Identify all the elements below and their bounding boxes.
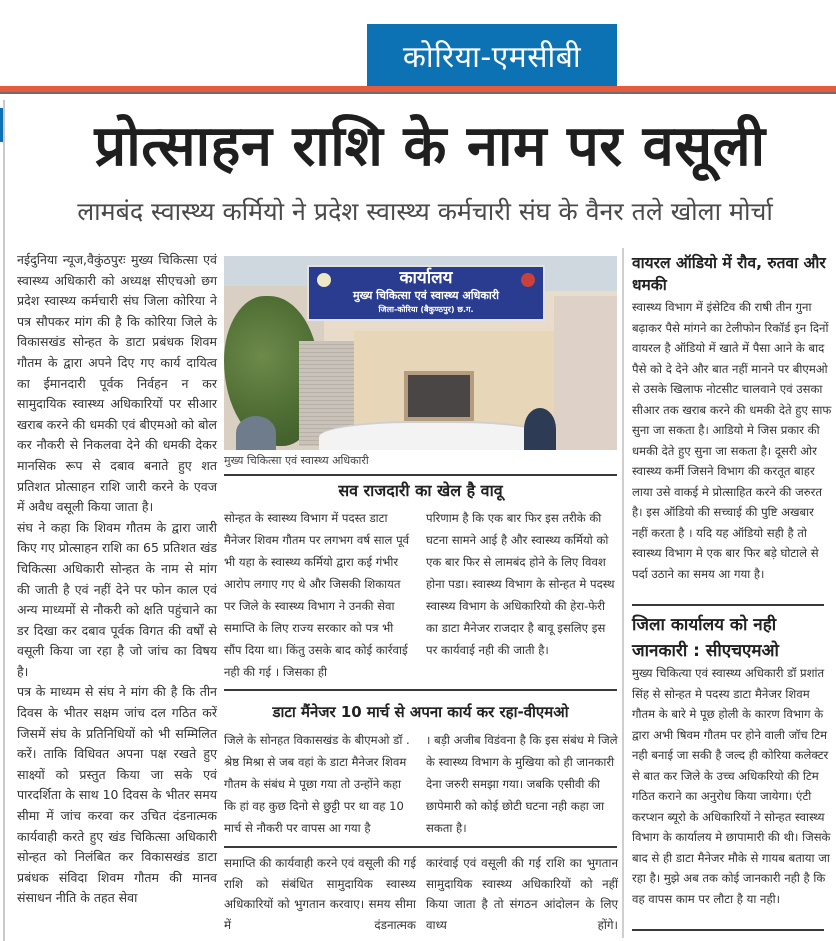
photo-person (236, 416, 276, 450)
article-continuation: समाप्ति की कार्यवाही करने एवं वसूली की गई राशि को संबंधित सामुदायिक स्वास्थ्य अधिकारियों को भुगतान करवाए। समय सीमा में दंडनात्मक (224, 856, 416, 932)
story-title: वायरल ऑडियो में रौव, रुतवा और धमकी (632, 254, 826, 294)
left-column-rule (3, 100, 5, 941)
story-text: मुख्य चिकित्या एवं स्वास्थ्य अधिकारी डॉ प्रशांत सिंह से सोन्हत मे पदस्य डाटा मैनेजर शिवम गौतम के बारे मे पूछ होली के कारण विभाग के द्वारा अभी षिवम गौतम पर होने वाली जॉच टिम नही बनाई जा सकी है जल्द ही कोरिया कलेक्टर से बात कर जिले के उच्च अधिकरियो की टिम गठित कराने का अनुरोध किया जायेगा। एंटी करप्शन ब्यूरो के अधिकारियों ने सोन्हत स्वास्थ्य विभाग के कार्यालय मे छापामारी की थी। जिसके बाद से ही डाटा मैनेजर मौके से गायब बताया जा रहा है। मुझे अब तक कोई जानकारी नही है कि वह वापस काम पर लौटा है या नही। (632, 666, 831, 906)
story-text: स्वास्थ्य विभाग में इंसेटिव की राषी तीन गुना बढ़ाकर पैसे मांगने का टेलीफोन रिकॉर्ड इन दिनों वायरल है ऑडियो में खाते में पैसा आने के बाद पैसे को दे देने और बात नहीं मानने पर बीएमओ से उसके खिलाफ नोटसीट चालवाने एवं उसका सीआर तक खराब करने की धमकी देते हुए साफ सुना जा सकता है। आडियो मे जिस प्रकार की धमकी देते हुए सुना जा सकता है। दूसरी ओर स्वास्थ्य कर्मी जिसने विभाग की करतूत बाहर लाया उसे वाकई मे प्रोत्साहित करने की जरुरत है। इस ऑडियो की सच्चाई की पुष्टि अखबार नहीं करता है । यदि यह ऑडियो सही है तो स्वास्थ्य विभाग मे एक बार फिर बड़े घोटाले से पर्दा उठाने का समय आ गया है। (632, 300, 832, 581)
article-paragraph: नईदुनिया न्यूज,वैकुंठपुरः मुख्य चिकित्सा एवं स्वास्थ्य अधिकारी को अध्यक्ष सीएचओ छग प्रदेश स्वास्थ्य कर्मचारी संघ जिला कोरिया ने पत्र सौपकर मांग की है कि कोरिया जिले के विकासखंड सोन्हत के डाटा प्रबंधक शिवम गौतम के द्वारा अपने दिए गए कार्य दायित्व का ईमानदारी पूर्वक निर्वहन न कर सामुदायिक स्वास्थ्य अधिकारियों पर सीआर खराब करने की धमकी एवं बीएमओ को बोल कर नौकरी से निकलवा देने की धमकी देकर मानसिक रूप से दबाव बनाते हुए शत प्रतिशत प्रोत्साहन राशि जारी करने के एवज में अवैध वसूली किया जाता है। (17, 252, 217, 515)
box-title: डाटा मैंनेजर 10 मार्च से अपना कार्य कर रहा-वीएमओ (272, 703, 569, 721)
box-title: सव राजदारी का खेल है वावू (338, 481, 503, 500)
box-text: जिले के सोनहत विकासखंड के बीएमओ डॉ . श्रेष्ठ मिश्रा से जब वहां के डाटा मैनेजर शिवम गौतम के संबंध मे पूछा गया तो उन्होंने कहा कि हां वह कुछ दिनो से छुट्टी पर था वह 10 मार्च से नौकरी पर वापस आ गया है (224, 733, 410, 835)
box-text: सोन्हत के स्वास्थ्य विभाग में पदस्त डाटा मैनेजर शिवम गौतम पर लगभग वर्ष साल पूर्व भी यहा के स्वास्थ्य कर्मियो द्वारा कई गंभीर आरोप लगाए गए थे और जिसकी शिकायत पर जिले के स्वास्थ्य विभाग ने उनकी सेवा समाप्ति के लिए राज्य सरकार को पत्र भी सौंप दिया था। किंतु उसके बाद कोई कार्रवाई नही की गई । जिसका ही (224, 511, 410, 679)
story-title: जिला कार्यालय को नही जानकारी : सीएचएमओ (632, 615, 779, 661)
divider (632, 929, 824, 931)
photo-door (404, 371, 474, 421)
sign-line: मुख्य चिकित्सा एवं स्वास्थ्य अधिकारी (352, 289, 500, 302)
sign-line: जिला-कोरिया (बैकुण्ठपुर) छ.ग. (378, 305, 474, 314)
box-text: । बड़ी अजीब विडंवना है कि इस संबंध मे जिले के स्वास्थ्य विभाग के मुखिया को ही जानकारी देना जरुरी समझा गया। जबकि एसीवी की छापेमारी को कोई छोटी घटना नही कहा जा सकता है। (426, 733, 618, 835)
divider (224, 689, 617, 691)
sign-line: कार्यालय (399, 268, 453, 288)
header-rule-grey (0, 92, 836, 94)
box-text: परिणाम है कि एक बार फिर इस तरीके की घटना सामने आई है और स्वास्थ्य कर्मियो को एक बार फिर से लामबंद होने के लिए विवश होना पडा। स्वास्थ्य विभाग के सोन्हत मे पदस्थ स्वास्थ्य विभाग के अधिकारियो की हेरा-फेरी का डाटा मैनेजर राजदार है बावू इसलिए इस पर कार्यवाई नही की जाती है। (426, 511, 615, 657)
headline: प्रोत्साहन राशि के नाम पर वसूली (94, 114, 766, 179)
divider (224, 846, 617, 848)
article-paragraph: संघ ने कहा कि शिवम गौतम के द्वारा जारी किए गए प्रोत्साहन राशि का 65 प्रतिशत खंड चिकित्सा अधिकारी सोन्हत के नाम से मांग की जाती है एवं नहीं देने पर फोन काल एवं अन्य माध्यमों से नौकरी को क्षति पहुंचाने का डर दिखा कर दबाव पूर्वक विगत की वर्षों से वसूली किया जा रहा है जो जांच का विषय है। (17, 519, 217, 679)
office-signboard (307, 265, 545, 321)
divider (632, 604, 824, 606)
photo-wall-right (554, 296, 617, 450)
article-continuation: कारंवाई एवं वसूली की गई राशि का भुगतान सामुदायिक स्वास्थ्य अधिकारियों को नहीं किया जाता है तो संगठन आंदोलन के लिए वाध्य होंगे। (426, 856, 618, 932)
column-rule (622, 248, 624, 938)
left-column-article (17, 250, 217, 940)
section-tab: कोरिया-एमसीबी (367, 24, 617, 86)
emblem-icon (317, 273, 331, 287)
photo-caption: मुख्य चिकित्सा एवं स्वास्थ्य अधिकारी (224, 454, 369, 467)
divider (224, 474, 617, 476)
subheadline: लामबंद स्वास्थ्य कर्मियो ने प्रदेश स्वास्थ्य कर्मचारी संघ के वैनर तले खोला मोर्चा (77, 197, 773, 226)
article-paragraph: पत्र के माध्यम से संघ ने मांग की है कि तीन दिवस के भीतर सक्षम जांच दल गठित करें जिसमें संघ के प्रतिनिधियों को भी सम्मिलित करें। ताकि विधिवत अपना पक्ष रखते हुए साक्ष्यों को प्रस्तुत किया जा सके एवं पारदर्शिता के साथ 10 दिवस के भीतर समय सीमा में जांच करवा कर उचित दंडनात्मक कार्यवाही करते हुए खंड चिकित्सा अधिकारी सोन्हत को निलंबित कर विकासखंड डाटा प्रबंधक संविदा शिवम गौतम की मानव संसाधन नीति के तहत सेवा (17, 684, 217, 906)
photo-car (319, 421, 549, 450)
photo-person (524, 408, 556, 450)
emblem-icon (521, 273, 535, 287)
